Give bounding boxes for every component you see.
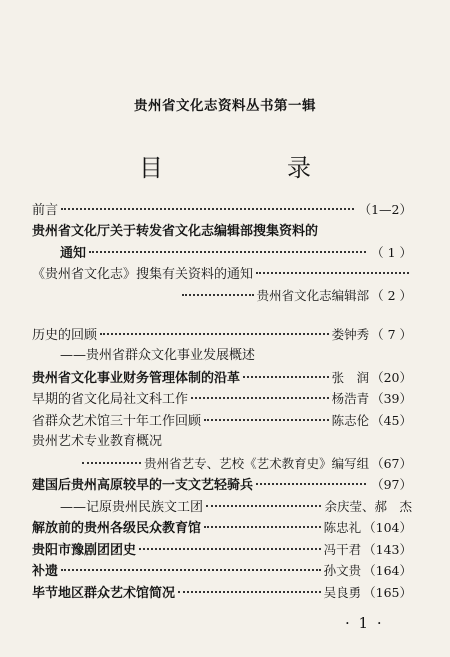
dot-leader — [191, 397, 329, 399]
toc-entry-early-work[interactable] — [32, 388, 412, 410]
toc-entry-education-halls[interactable] — [32, 517, 412, 539]
series-title: 贵州省文化志资料丛书第一辑 — [134, 98, 316, 114]
entry-page: （20） — [371, 369, 412, 385]
toc-entry-light-cavalry-subtitle[interactable] — [32, 496, 412, 518]
dot-leader — [89, 251, 366, 253]
entry-title: 贵州艺术专业教育概况 — [32, 434, 163, 449]
toc-entry-finance[interactable] — [32, 367, 412, 389]
toc-entry-notice-2[interactable] — [32, 264, 412, 286]
toc-entry-art-museum[interactable] — [32, 410, 412, 432]
entry-author: 余庆莹、郝 杰 — [324, 498, 412, 514]
dot-leader — [178, 591, 321, 593]
entry-title: 通知 — [60, 246, 87, 261]
dot-leader — [204, 419, 329, 421]
entry-page: （39） — [371, 391, 412, 406]
entry-page: （165） — [363, 584, 412, 600]
dot-leader — [82, 462, 141, 464]
dot-leader — [204, 526, 321, 528]
dot-leader — [100, 333, 329, 335]
entry-page: （97） — [371, 477, 412, 492]
entry-title: 建国后贵州高原较早的一支文艺轻骑兵 — [32, 478, 254, 493]
toc-entry-notice-1[interactable] — [32, 221, 412, 243]
dot-leader — [61, 208, 354, 210]
entry-title: 补遗 — [32, 564, 59, 579]
dot-leader — [61, 569, 321, 571]
table-of-contents — [32, 199, 412, 603]
entry-subtitle: ——记原贵州民族文工团 — [60, 499, 204, 515]
entry-page: （164） — [363, 563, 412, 578]
entry-page: （104） — [363, 520, 412, 535]
toc-entry-light-cavalry[interactable] — [32, 474, 412, 496]
entry-author: 贵州省文化志编辑部 — [256, 288, 370, 303]
entry-author: 陈志伦 — [331, 412, 370, 428]
entry-page: （45） — [371, 412, 412, 428]
dot-leader — [243, 376, 329, 378]
entry-page: （ 2 ） — [371, 288, 412, 303]
entry-author: 贵州省艺专、艺校《艺术教育史》编写组 — [144, 455, 370, 471]
entry-author: 孙文贵 — [323, 563, 362, 578]
entry-title: 省群众艺术馆三十年工作回顾 — [32, 413, 202, 429]
entry-title: 毕节地区群众艺术馆简况 — [32, 585, 176, 601]
entry-author: 陈忠礼 — [323, 520, 362, 535]
toc-heading: 目 录 — [139, 154, 361, 182]
toc-entry-notice-1-cont[interactable] — [32, 242, 412, 264]
dot-leader — [206, 505, 321, 507]
toc-entry-addendum[interactable] — [32, 560, 412, 582]
entry-title: 《贵州省文化志》搜集有关资料的通知 — [32, 266, 254, 282]
dot-leader — [256, 272, 409, 274]
entry-author: 吴良勇 — [323, 584, 362, 600]
entry-page: （143） — [363, 541, 412, 557]
entry-author: 张 润 — [331, 369, 370, 385]
page-number: · 1 · — [345, 614, 384, 632]
entry-author: 杨浩青 — [331, 391, 370, 406]
entry-title: 早期的省文化局社文科工作 — [32, 392, 189, 407]
toc-entry-art-education[interactable] — [32, 431, 412, 453]
entry-title: 贵阳市豫剧团团史 — [32, 542, 137, 558]
entry-page: （ 7 ） — [371, 326, 412, 342]
dot-leader — [182, 294, 254, 296]
entry-subtitle: ——贵州省群众文化事业发展概述 — [60, 348, 256, 363]
toc-entry-preface[interactable] — [32, 199, 412, 221]
entry-author: 娄钟秀 — [331, 326, 370, 342]
entry-page: （67） — [371, 455, 412, 471]
entry-author: 冯干君 — [323, 541, 362, 557]
toc-entry-opera-troupe[interactable] — [32, 539, 412, 561]
entry-title: 历史的回顾 — [32, 327, 98, 343]
dot-leader — [139, 548, 321, 550]
toc-entry-history-subtitle[interactable] — [32, 345, 412, 367]
dot-leader — [256, 483, 366, 485]
toc-entry-bijie[interactable] — [32, 582, 412, 604]
entry-title: 解放前的贵州各级民众教育馆 — [32, 521, 202, 536]
toc-entry-history[interactable] — [32, 324, 412, 346]
entry-page: （ 1 ） — [371, 245, 412, 260]
entry-title: 贵州省文化事业财务管理体制的沿革 — [32, 370, 241, 386]
toc-entry-notice-2-author[interactable] — [32, 285, 412, 307]
entry-title: 贵州省文化厅关于转发省文化志编辑部搜集资料的 — [32, 223, 319, 239]
entry-title: 前言 — [32, 203, 59, 218]
entry-page: （1—2） — [358, 202, 412, 217]
toc-entry-art-education-author[interactable] — [32, 453, 412, 475]
